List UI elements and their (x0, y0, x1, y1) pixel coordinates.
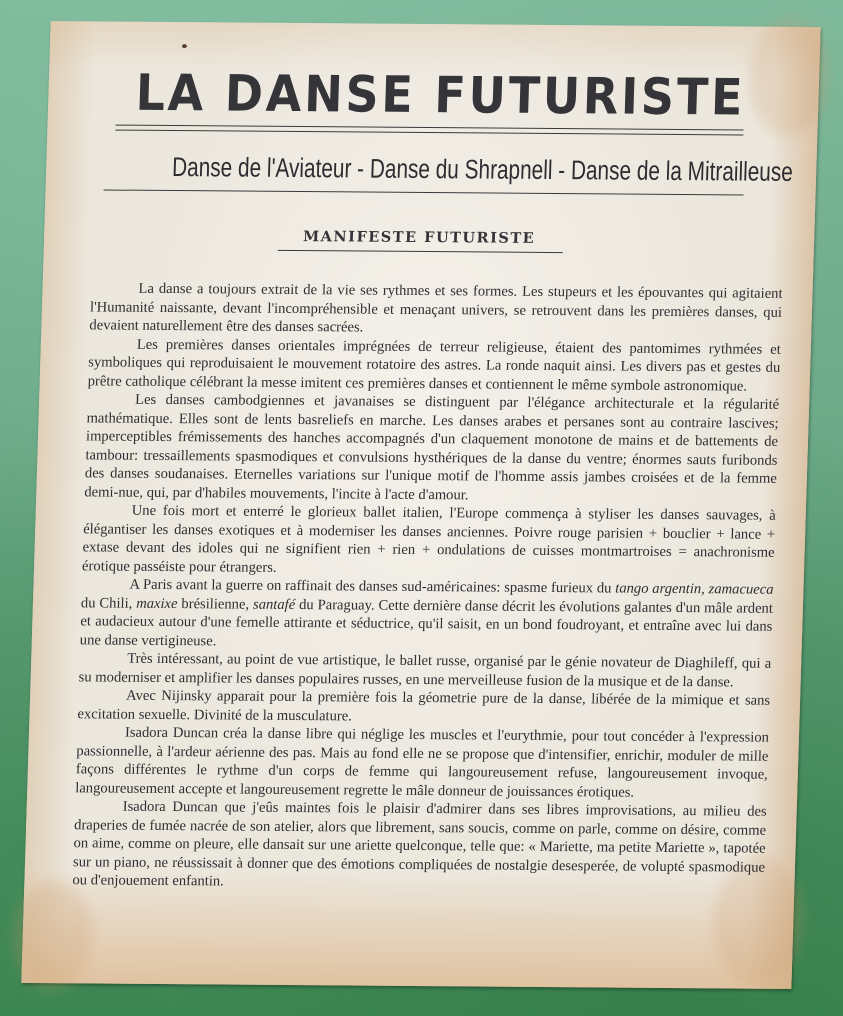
paragraph-south-american-dances (80, 575, 774, 654)
dance-name-tango: tango argentin (615, 580, 702, 598)
paragraph-origins: La danse a toujours extrait de la vie ses rythmes et ses formes. Les stupeurs et les épouvantes qui agitaient l'Humanité naissante, devant l'incompréhensible et menaçant univers, se retrouvent dans les premières danses, qui devaient naturellement être des danses sacrées. (89, 280, 783, 336)
manifesto-sheet (21, 21, 820, 989)
text-segment: du Paraguay. Cette dernière danse décrit les évolutions galantes d'un mâle ardent et audacieux autour d'une femelle attirante et séductrice, qu'il saisit, en un bond foudroyant, et entraîne avec lui dans une danse vertigineuse. (79, 596, 774, 649)
dance-name-santafe: santafé (252, 596, 296, 613)
text-segment: A Paris avant la guerre on raffinait des danses sud-américaines: spasme furieux du (129, 576, 616, 597)
text-segment: brésilienne, (177, 595, 254, 613)
manifesto-body (72, 279, 783, 895)
text-segment: , (700, 581, 709, 598)
document-title: LA DANSE FUTURISTE (134, 63, 747, 127)
paragraph-oriental-dances: Les premières danses orientales imprégnées de terreur religieuse, étaient des pantomimes rythmées et symboliques qui reproduisaient le mouvement rotatoire des astres. La ronde naquit ainsi. Les divers pas et gestes du prêtre catholique célébrant la messe imitent ces premières danses et contiennent le même symbole astronomique. (87, 336, 782, 395)
section-heading-underline (278, 250, 563, 253)
paragraph-cambodian-javanese: Les danses cambodgiennes et javanaises se distinguent par l'élégance architecturale et la régularité mathématique. Elles sont de lents basreliefs en marche. Les danses arabes et persanes sont au contraire lascives; imperceptibles frémissements des hanches accompagnés d'un claquement monotone de mains et de battements de tambour: tressaillements spasmodiques et convulsions hysthériques de la danse du ventre; énormes sauts furibonds des danses soudanaises. Eternelles variations sur l'unique motif de l'homme assis jambes croisées et de la femme demi-nue, qui, par d'habiles mouvements, l'incite à l'acte d'amour. (84, 391, 780, 503)
dance-name-zamacueca: zamacueca (708, 581, 774, 598)
subtitle-rule (104, 189, 744, 195)
dance-name-maxixe: maxixe (135, 595, 178, 612)
paragraph-isadora-duncan-2: Isadora Duncan que j'eûs maintes fois le plaisir d'admirer dans ses libres improvisations, au milieu des draperies de fumée nacrée de son atelier, alors que librement, sans soucis, comme on parle, comme on désire, comme on aime, comme on pleure, elle dansait sur une ariette quelconque, telle que: « Mariette, ma petite Mariette », tapotée sur un piano, ne réussissait à donner que des émotions compliquées de nostalgie desesperée, de volupté spasmodique ou d'enjouement enfantin. (72, 798, 767, 890)
document-subtitle: Danse de l'Aviateur - Danse du Shrapnell - Danse de la Mitrailleuse (171, 152, 794, 187)
ink-speck (182, 44, 187, 48)
paragraph-nijinsky: Avec Nijinsky apparait pour la première fois la géometrie pure de la danse, libérée de la mimique et sans excitation sexuelle. Divinité de la musculature. (77, 687, 771, 724)
section-heading: MANIFESTE FUTURISTE (302, 228, 536, 247)
paragraph-italian-ballet: Une fois mort et enterré le glorieux ballet italien, l'Europe commença à styliser les danses sauvages, à élégantiser les danses exotiques et à moderniser les danses anciennes. Poivre rouge parisien + bouclier + lance + extase devant des idoles qui ne signifient rien + rien + ondulations de cuisses montmartroises = anachronisme érotique passéiste pour étrangers. (81, 502, 776, 576)
paper-stain (11, 881, 94, 992)
paragraph-russian-ballet: Très intéressant, au point de vue artistique, le ballet russe, organisé par le génie novateur de Diaghileff, qui a su moderniser et amplifier les danses populaires russes, en une merveilleuse fusion de la musique et de la danse. (78, 650, 772, 690)
paper-stain (747, 17, 831, 138)
title-double-rule (115, 125, 743, 136)
text-segment: du Chili, (80, 594, 137, 612)
paragraph-isadora-duncan-1: Isadora Duncan créa la danse libre qui néglige les muscles et l'eurythmie, pour tout concéder à l'expression passionnelle, à l'ardeur aérienne des pas. Mais au fond elle ne se propose que d'intensifier, enrichir, moduler de mille façons différentes le rythme d'un corps de femme qui langoureusement refuse, langoureusement invoque, langoureusement accepte et langoureusement regrette le mâle donneur de jouissances érotiques. (75, 724, 770, 801)
